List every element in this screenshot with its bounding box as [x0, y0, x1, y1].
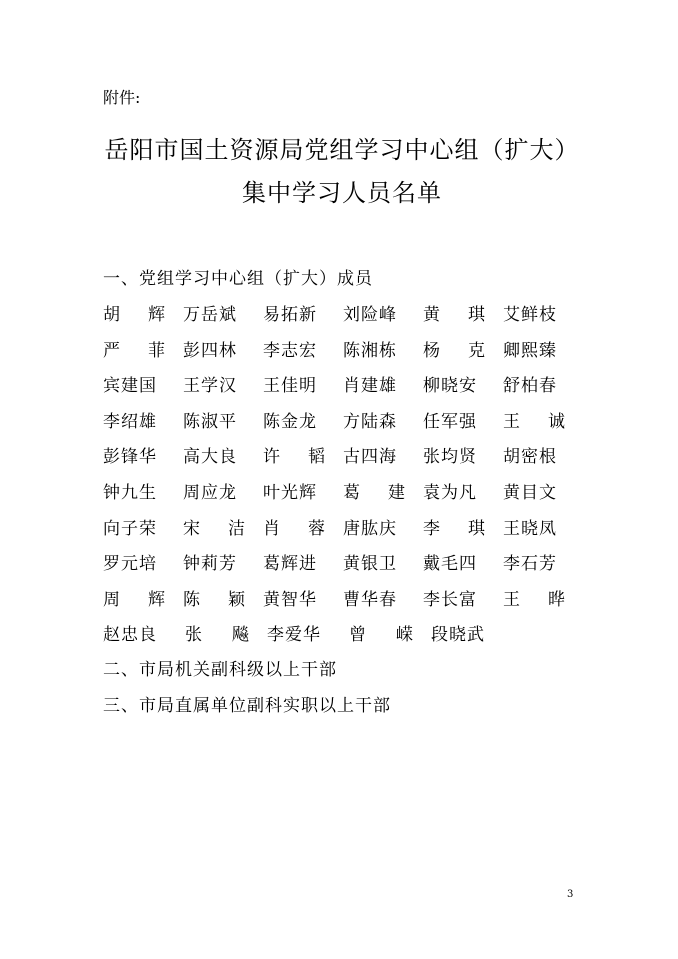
section-heading-members: 一、党组学习中心组（扩大）成员 — [103, 269, 373, 289]
member-names-row — [103, 375, 583, 411]
member-name: 王佳明 — [263, 376, 317, 397]
member-name: 葛辉进 — [263, 554, 317, 575]
document-title-line-2: 集中学习人员名单 — [242, 179, 442, 207]
member-names-row — [103, 411, 583, 447]
member-name: 胡密根 — [503, 447, 557, 468]
member-name: 许 韬 — [263, 447, 325, 468]
member-name: 李长富 — [423, 589, 477, 610]
member-name: 张均贤 — [423, 447, 477, 468]
member-name: 杨 克 — [423, 340, 485, 361]
member-name: 宋 洁 — [183, 518, 245, 539]
member-names-row — [103, 624, 583, 660]
member-names-row — [103, 553, 583, 589]
section-heading-affiliated-units: 三、市局直属单位副科实职以上干部 — [103, 696, 391, 716]
member-name: 王学汉 — [183, 376, 237, 397]
member-name: 艾鲜枝 — [503, 305, 557, 325]
member-name: 易拓新 — [263, 305, 317, 325]
member-names-row — [103, 340, 583, 376]
member-name: 李 琪 — [423, 518, 485, 539]
member-name: 高大良 — [183, 447, 237, 468]
member-name: 王 晔 — [503, 589, 565, 610]
member-name: 戴毛四 — [423, 554, 477, 575]
document-title-line-1: 岳阳市国土资源局党组学习中心组（扩大） — [104, 136, 580, 164]
member-name: 黄 琪 — [423, 305, 485, 325]
member-name: 方陆森 — [343, 411, 397, 432]
member-names-row — [103, 589, 583, 625]
member-name: 向子荣 — [103, 518, 157, 539]
member-name: 李志宏 — [263, 340, 317, 361]
member-name: 罗元培 — [103, 554, 157, 575]
member-names-row — [103, 304, 583, 340]
member-name: 周应龙 — [183, 482, 237, 503]
member-name: 陈湘栋 — [343, 340, 397, 361]
member-name: 彭四林 — [183, 340, 237, 361]
member-name: 曾 嵘 — [349, 625, 413, 646]
member-name: 周 辉 — [103, 589, 165, 610]
member-name: 黄智华 — [263, 589, 317, 610]
member-name: 叶光辉 — [263, 482, 317, 503]
member-name: 刘险峰 — [343, 305, 397, 325]
member-name: 葛 建 — [343, 482, 405, 503]
member-name: 李爱华 — [267, 625, 321, 646]
member-name: 袁为凡 — [423, 482, 477, 503]
member-name: 钟九生 — [103, 482, 157, 503]
member-name: 钟莉芳 — [183, 554, 237, 575]
member-name: 王 诚 — [503, 411, 565, 432]
member-name: 陈 颖 — [183, 589, 245, 610]
member-name: 古四海 — [343, 447, 397, 468]
member-name: 彭锋华 — [103, 447, 157, 468]
member-name: 严 菲 — [103, 340, 165, 361]
member-names-grid — [103, 304, 583, 660]
member-name: 李石芳 — [503, 554, 557, 575]
page-number: 3 — [567, 889, 574, 900]
member-name: 肖建雄 — [343, 376, 397, 397]
member-name: 万岳斌 — [183, 305, 237, 325]
member-name: 段晓武 — [431, 625, 485, 646]
member-name: 卿熙臻 — [503, 340, 557, 361]
member-names-row — [103, 482, 583, 518]
attachment-label: 附件: — [103, 88, 141, 107]
member-name: 陈金龙 — [263, 411, 317, 432]
member-name: 陈淑平 — [183, 411, 237, 432]
member-name: 肖 蓉 — [263, 518, 325, 539]
member-name: 胡 辉 — [103, 305, 165, 325]
member-name: 任军强 — [423, 411, 477, 432]
member-name: 柳晓安 — [423, 376, 477, 397]
member-names-row — [103, 446, 583, 482]
member-name: 唐肱庆 — [343, 518, 397, 539]
member-name: 王晓凤 — [503, 518, 557, 539]
member-name: 舒柏春 — [503, 376, 557, 397]
member-name: 张 飚 — [185, 625, 249, 646]
section-heading-deputy-section-chiefs: 二、市局机关副科级以上干部 — [103, 660, 337, 680]
member-name: 黄银卫 — [343, 554, 397, 575]
member-name: 李绍雄 — [103, 411, 157, 432]
member-name: 黄目文 — [503, 482, 557, 503]
member-name: 宾建国 — [103, 376, 157, 397]
member-name: 赵忠良 — [103, 625, 157, 646]
member-name: 曹华春 — [343, 589, 397, 610]
member-names-row — [103, 518, 583, 554]
